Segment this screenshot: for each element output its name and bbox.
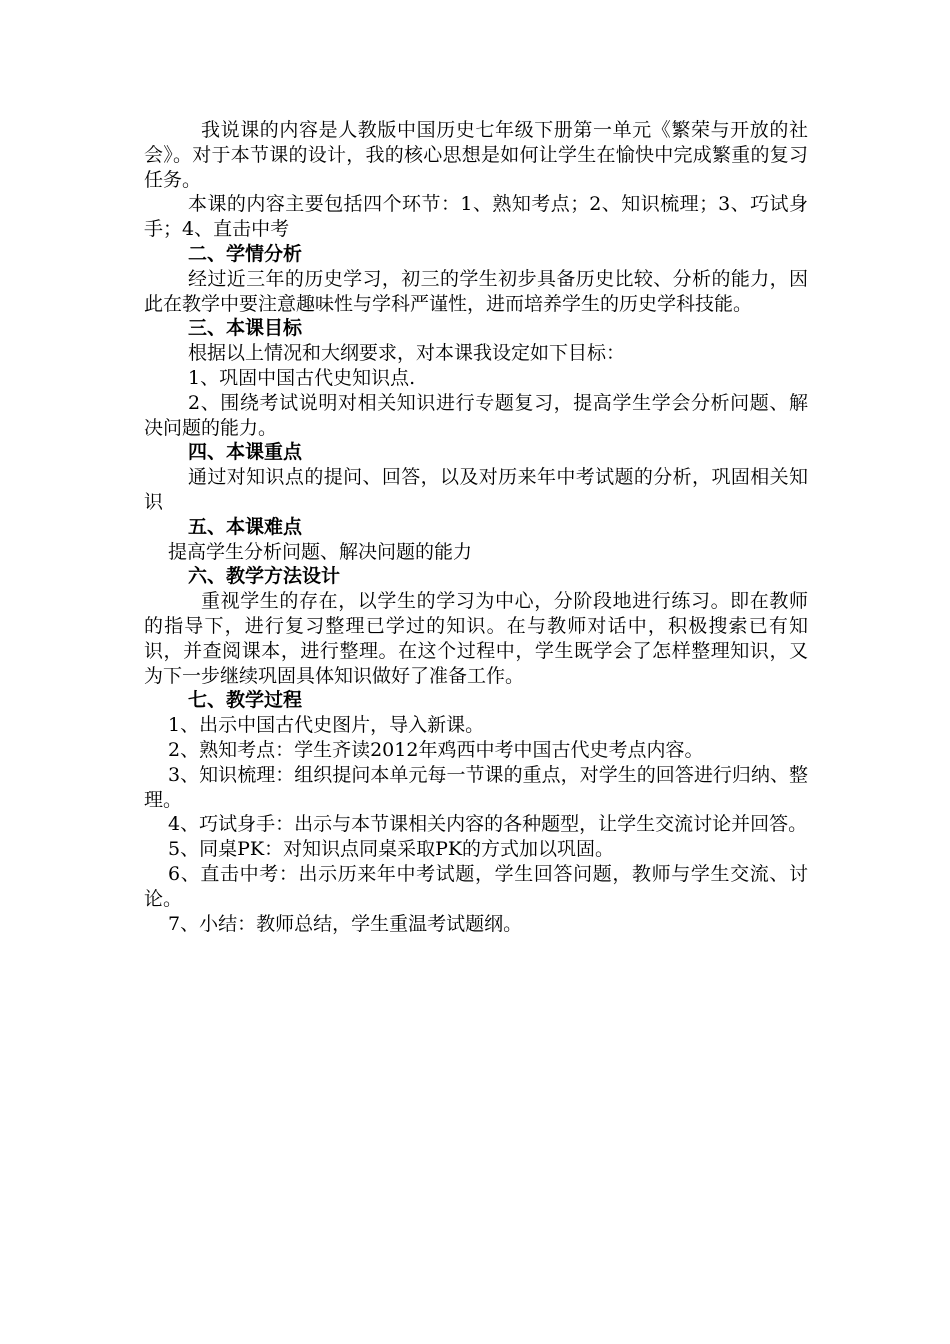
process-item-2: 2、熟知考点：学生齐读2012年鸡西中考中国古代史考点内容。 <box>168 738 704 761</box>
section-heading-key-points: 四、本课重点 <box>188 441 303 464</box>
teaching-methods-paragraph: 重视学生的存在，以学生的学习为中心，分阶段地进行练习。即在教师的指导下，进行复习整理已学过的知识。在与教师对话中，积极搜索已有知识，并查阅课本，进行整理。在这个过程中，学生既学会了怎样整理知识，又为下一步继续巩固具体知识做好了准备工作。 <box>144 590 808 687</box>
process-item-5: 5、同桌PK：对知识点同桌采取PK的方式加以巩固。 <box>168 838 615 861</box>
intro-outline-paragraph: 本课的内容主要包括四个环节：1、熟知考点；2、知识梳理；3、巧试身手；4、直击中考 <box>144 193 808 241</box>
objectives-intro-paragraph: 根据以上情况和大纲要求，对本课我设定如下目标： <box>188 342 626 365</box>
section-heading-student-analysis: 二、学情分析 <box>188 242 303 265</box>
difficulties-paragraph: 提高学生分析问题、解决问题的能力 <box>168 540 473 563</box>
section-heading-difficulties: 五、本课难点 <box>188 515 303 538</box>
document-page <box>144 118 808 936</box>
process-item-1: 1、出示中国古代史图片，导入新课。 <box>168 714 485 737</box>
key-points-paragraph: 通过对知识点的提问、回答，以及对历来年中考试题的分析，巩固相关知识 <box>144 466 808 513</box>
process-item-7: 7、小结：教师总结，学生重温考试题纲。 <box>168 912 523 935</box>
section-heading-teaching-process: 七、教学过程 <box>188 689 303 712</box>
intro-paragraph: 我说课的内容是人教版中国历史七年级下册第一单元《繁荣与开放的社会》。对于本节课的设计，我的核心思想是如何让学生在愉快中完成繁重的复习任务。 <box>144 119 808 191</box>
process-item-4: 4、巧试身手：出示与本节课相关内容的各种题型，让学生交流讨论并回答。 <box>168 813 808 836</box>
process-item-3: 3、知识梳理：组织提问本单元每一节课的重点，对学生的回答进行归纳、整理。 <box>144 763 808 811</box>
section-heading-objectives: 三、本课目标 <box>188 317 303 340</box>
section-heading-teaching-methods: 六、教学方法设计 <box>188 565 341 588</box>
student-analysis-paragraph: 经过近三年的历史学习，初三的学生初步具备历史比较、分析的能力，因此在教学中要注意趣味性与学科严谨性，进而培养学生的历史学科技能。 <box>144 267 808 315</box>
process-item-6: 6、直击中考：出示历来年中考试题，学生回答问题，教师与学生交流、讨论。 <box>144 862 808 910</box>
objective-item-2: 2、围绕考试说明对相关知识进行专题复习，提高学生学会分析问题、解决问题的能力。 <box>144 391 808 439</box>
objective-item-1: 1、巩固中国古代史知识点. <box>188 366 416 389</box>
